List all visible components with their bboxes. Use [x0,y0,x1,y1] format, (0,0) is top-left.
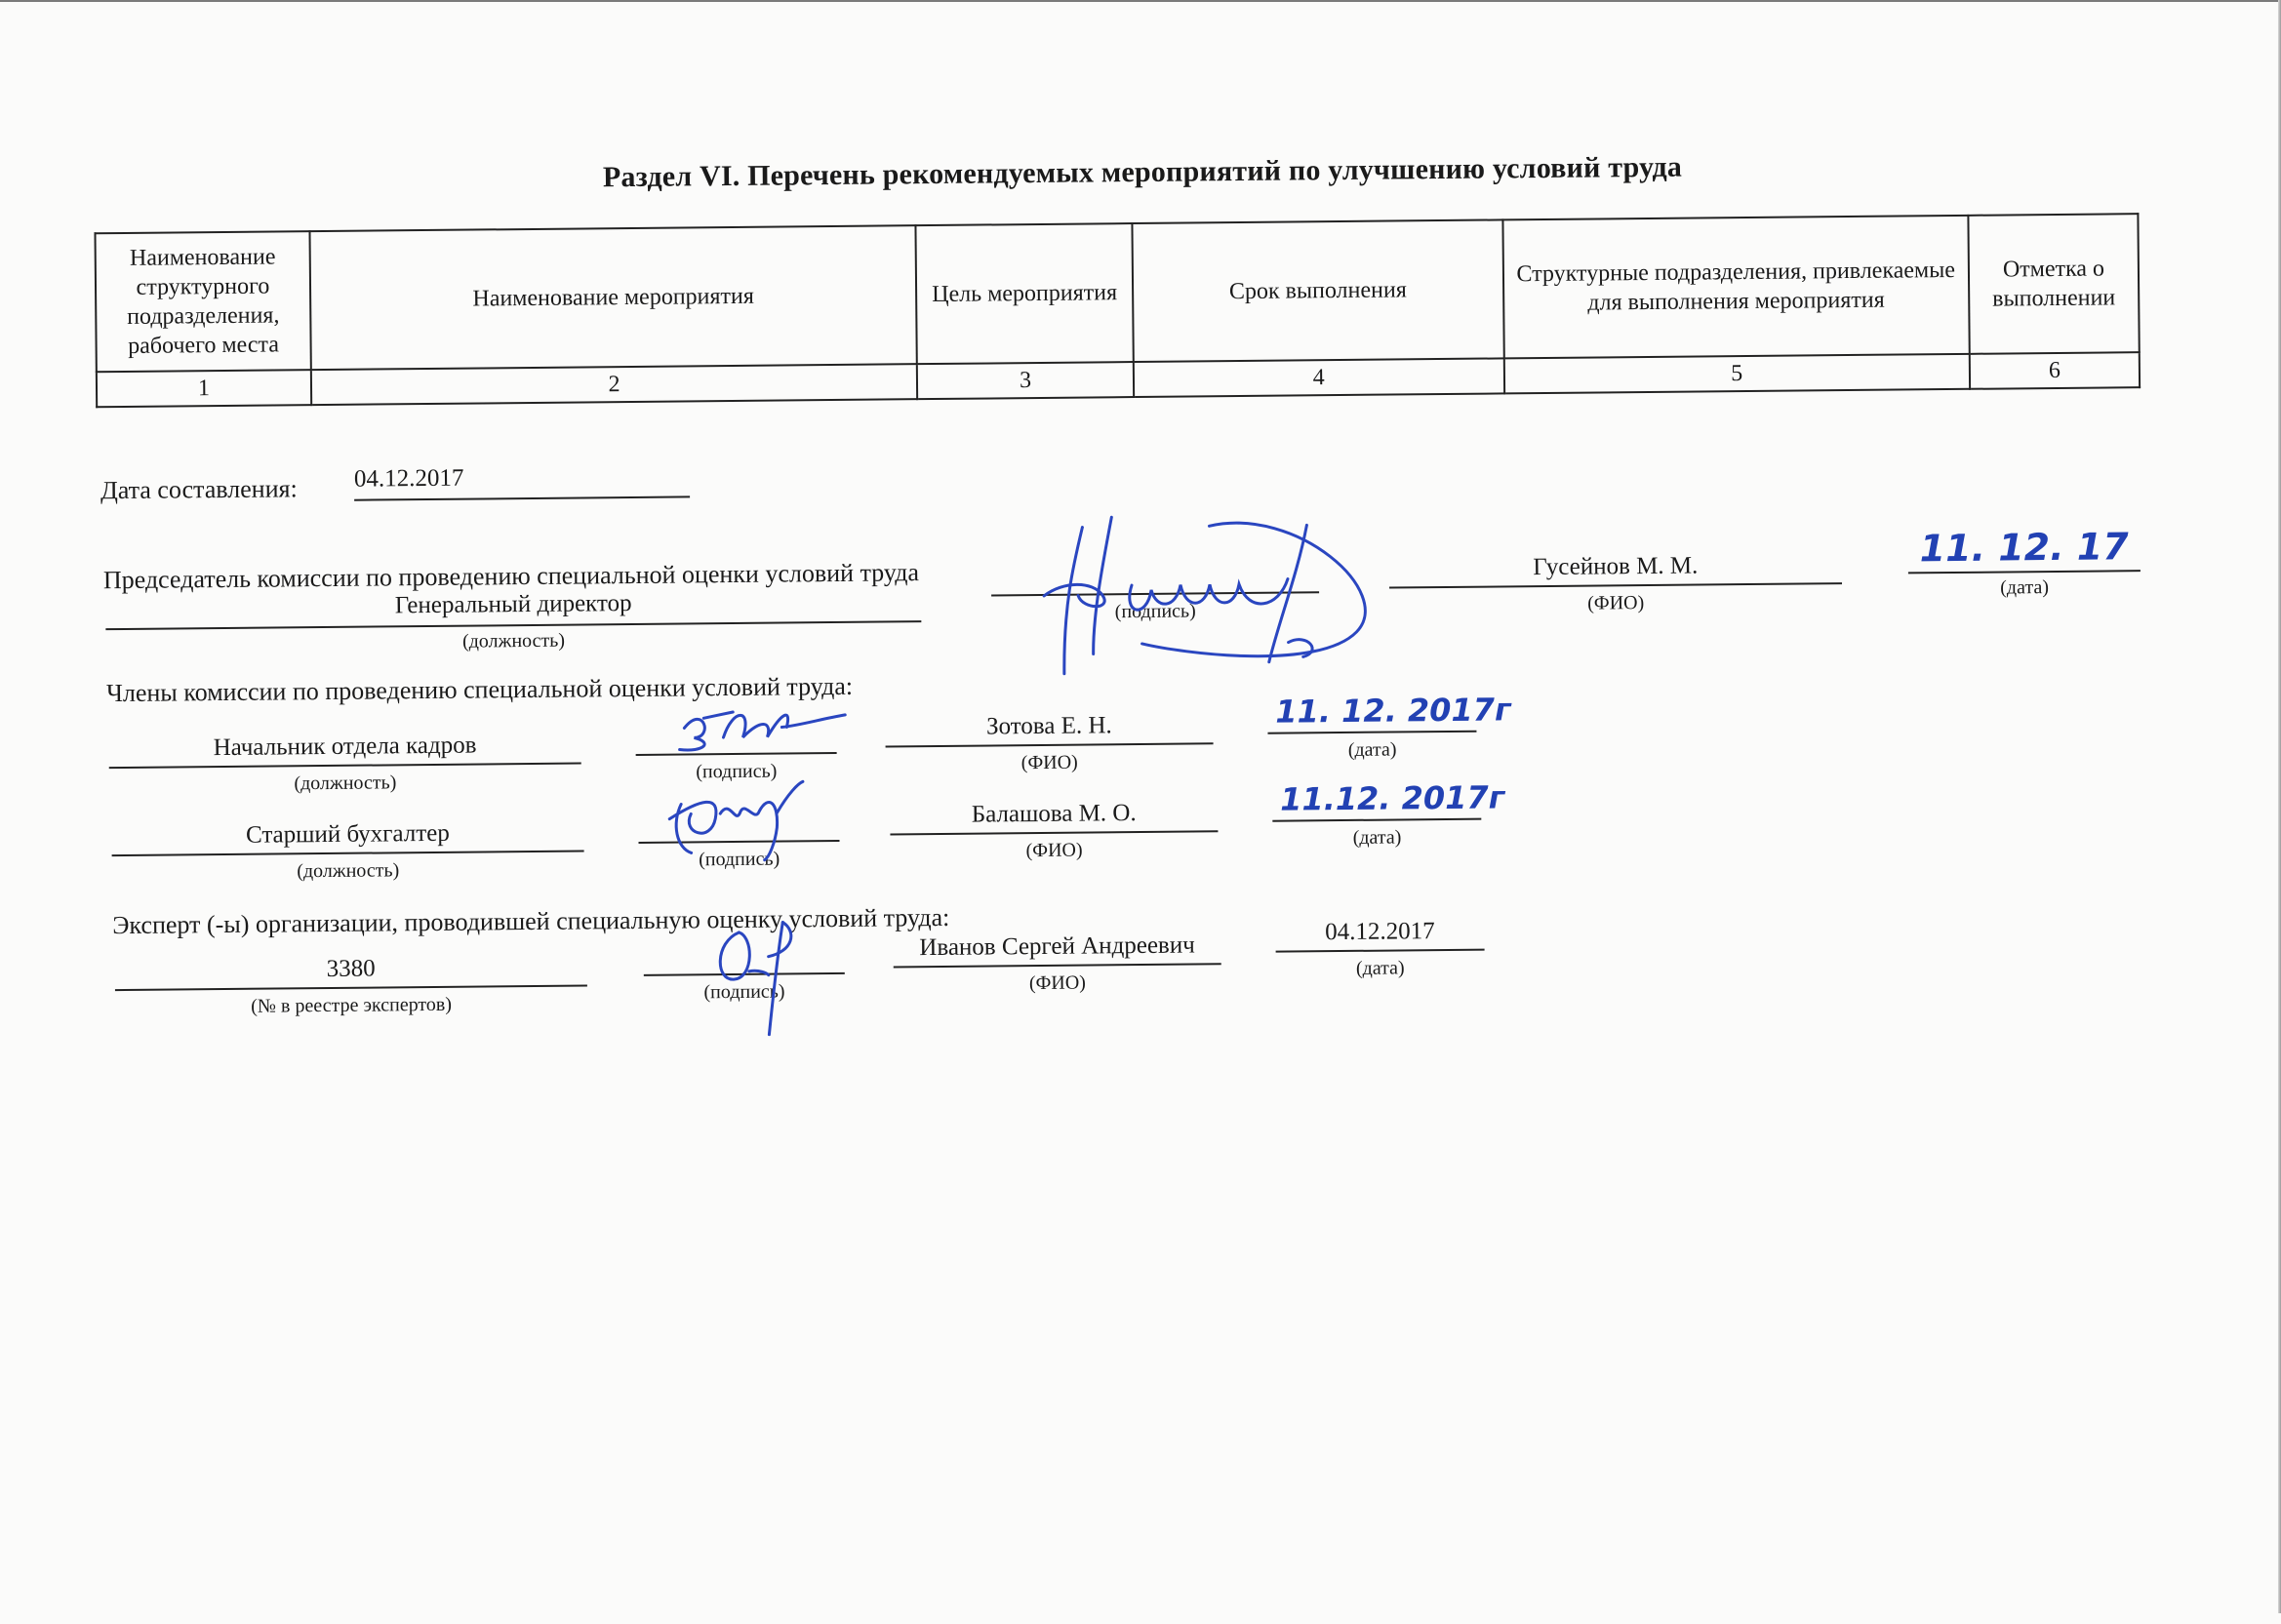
expert-name: Иванов Сергей Андреевич [919,931,1195,962]
member-name-caption: (ФИО) [1025,839,1083,862]
header-cell: Структурные подразделения, привлекаемые для выполнения мероприятия [1502,216,1970,359]
chairman-date-caption: (дата) [2000,576,2050,599]
header-cell: Наименование мероприятия [309,225,917,370]
member-date-handwritten: 11.12. 2017г [1279,778,1505,818]
date-compiled-line [354,495,690,500]
expert-date-line [1276,949,1485,953]
member-date-line [1272,818,1481,822]
column-number: 6 [1970,352,2140,389]
member-signature [674,697,851,758]
chairman-signature [984,485,1396,684]
expert-registry-caption: (№ в реестре экспертов) [251,993,453,1017]
expert-date: 04.12.2017 [1325,918,1435,946]
chairman-name-line [1389,582,1842,588]
member-position: Старший бухгалтер [245,819,450,849]
chairman-position: Генеральный директор [394,589,632,619]
member-name: Балашова М. О. [971,800,1137,828]
chairman-name-caption: (ФИО) [1587,592,1645,614]
header-cell: Срок выполнения [1132,219,1503,362]
member-name: Зотова Е. Н. [985,712,1112,740]
measures-table [94,213,2141,408]
chairman-name: Гусейнов М. М. [1533,552,1699,581]
member-name-caption: (ФИО) [1020,751,1078,774]
column-number: 2 [311,364,918,405]
member-signature [661,773,809,862]
expert-name-line [894,963,1221,968]
chairman-position-caption: (должность) [461,629,566,653]
chairman-date-handwritten: 11. 12. 17 [1919,525,2129,571]
chairman-signature-caption: (подпись) [1114,600,1196,623]
column-number: 4 [1134,358,1504,397]
column-number: 5 [1503,354,1970,394]
expert-heading: Эксперт (-ы) организации, проводившей специальную оценку условий труда: [112,902,950,940]
expert-registry-number: 3380 [326,955,376,983]
chairman-heading: Председатель комиссии по проведению специальной оценки условий труда [102,558,920,595]
header-cell: Наименование структурного подразделения, рабочего места [95,231,310,372]
member-name-line [886,742,1214,747]
member-position: Начальник отдела кадров [213,732,477,762]
expert-date-caption: (дата) [1355,957,1405,979]
section-title: Раздел VI. Перечень рекомендуемых мероприятий по улучшению условий труда [602,150,1683,194]
column-number: 3 [917,362,1134,399]
member-date-caption: (дата) [1347,738,1397,761]
member-date-line [1267,731,1476,734]
table-header-row [95,214,2139,372]
date-compiled-label: Дата составления: [100,474,298,505]
member-date-handwritten: 11. 12. 2017г [1275,691,1511,731]
expert-name-caption: (ФИО) [1028,971,1087,995]
header-cell: Отметка о выполнении [1968,214,2139,354]
column-number: 1 [97,370,311,407]
member-position-caption: (должность) [294,772,397,795]
member-name-line [890,830,1218,835]
expert-registry-line [115,984,587,991]
member-position-line [109,763,581,770]
header-cell: Цель мероприятия [916,223,1134,364]
expert-signature-caption: (подпись) [703,980,785,1004]
members-heading: Члены комиссии по проведению специальной оценки условий труда: [105,671,854,708]
member-position-line [112,850,584,856]
member-signature-caption: (подпись) [699,848,780,871]
expert-signature [709,912,808,1040]
member-position-caption: (должность) [297,859,400,883]
chairman-date-line [1908,570,2141,574]
member-date-caption: (дата) [1352,826,1402,849]
member-signature-caption: (подпись) [696,760,778,783]
date-compiled-value: 04.12.2017 [353,464,464,493]
